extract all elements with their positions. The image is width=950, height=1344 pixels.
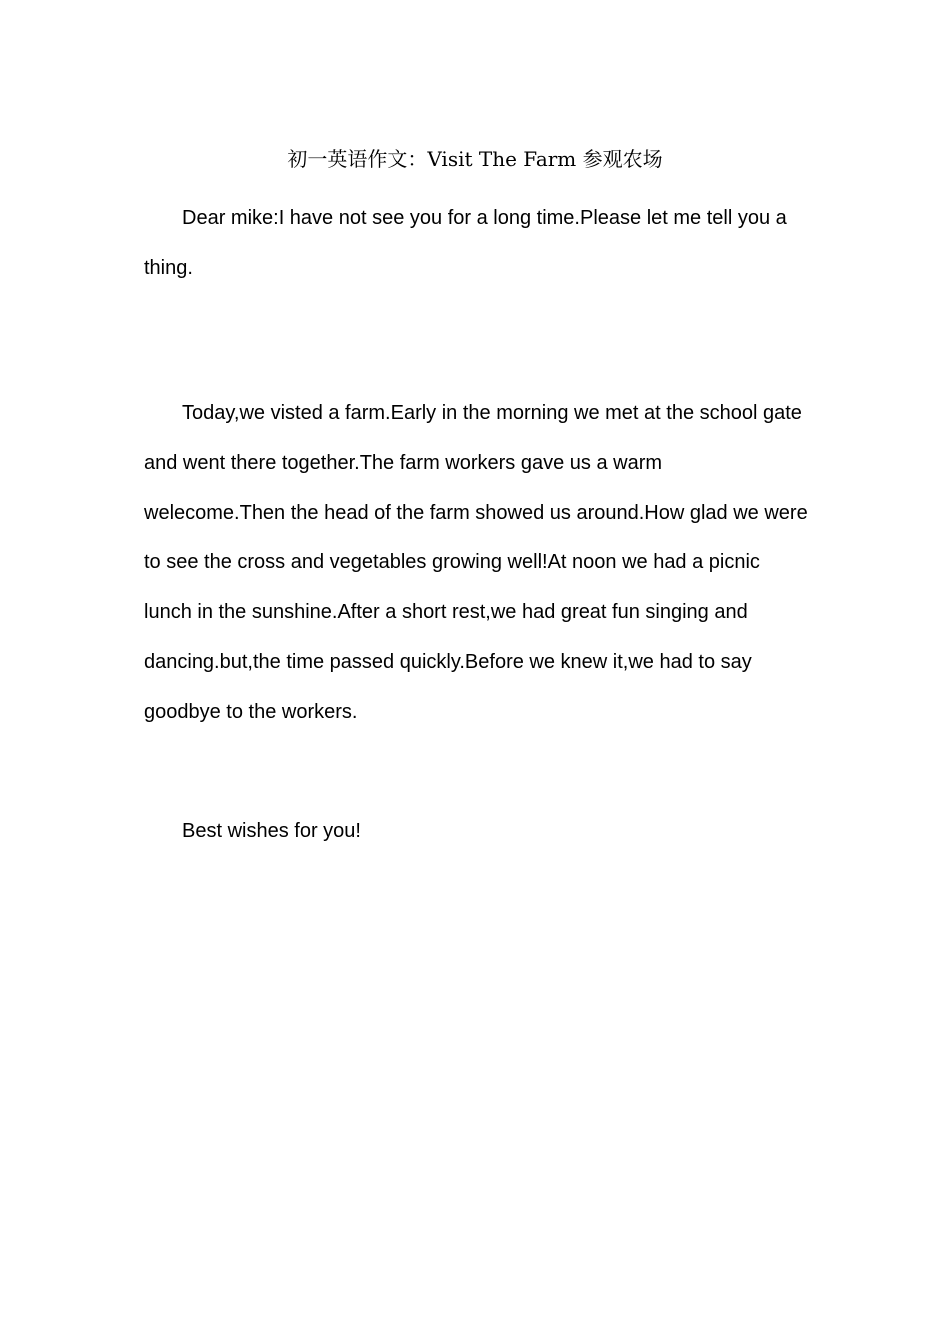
paragraph-closing: Best wishes for you! [182,820,361,842]
paragraph-body: Today,we visted a farm.Early in the morning we met at the school gate and went there together.The farm workers gave us a warm welecome.Then the head of the farm showed us around.How glad we were to see the cross and vegetables growing well!At noon we had a picnic lunch in the sunshine.After a short rest,we had great fun singing and dancing.but,the time passed quickly.Before we knew it,we had to say goodbye to the workers. [144,402,808,723]
paragraph-greeting: Dear mike:I have not see you for a long time.Please let me tell you a thing. [144,207,787,279]
document-title: 初一英语作文：Visit The Farm 参观农场 [287,147,663,171]
